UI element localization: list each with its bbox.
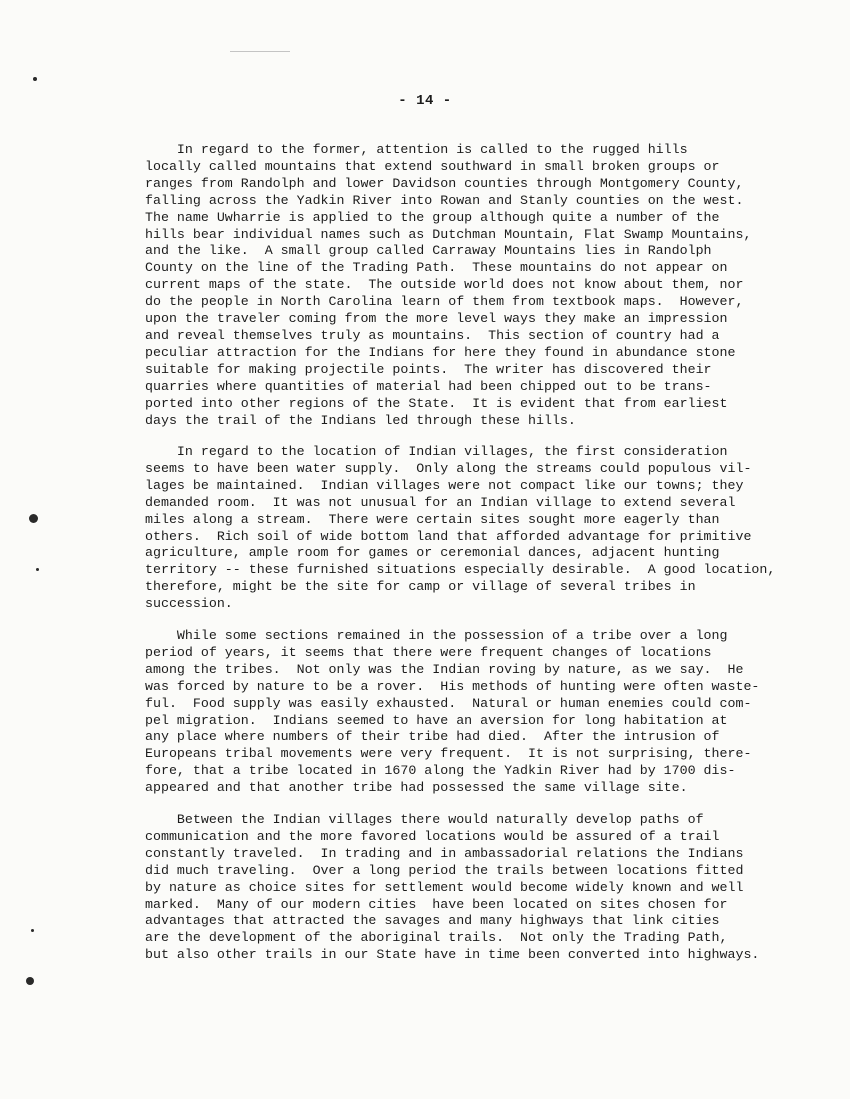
paragraph-mountains <box>145 142 751 429</box>
text-line: any place where numbers of their tribe had died. After the intrusion of <box>145 729 720 745</box>
text-line: communication and the more favored locations would be assured of a trail <box>145 828 720 844</box>
text-line: seems to have been water supply. Only along the streams could populous vil- <box>145 460 752 476</box>
text-line: County on the line of the Trading Path. These mountains do not appear on <box>145 260 728 276</box>
text-line: therefore, might be the site for camp or village of several tribes in <box>145 579 696 595</box>
text-line: demanded room. It was not unusual for an Indian village to extend several <box>145 494 736 510</box>
text-line: In regard to the location of Indian villages, the first consideration <box>145 444 728 459</box>
scan-speck <box>36 568 39 571</box>
text-line: among the tribes. Not only was the Indian roving by nature, as we say. He <box>145 661 744 677</box>
text-line: but also other trails in our State have in time been converted into highways. <box>145 947 760 963</box>
binder-hole-mark <box>29 514 38 523</box>
text-line: do the people in North Carolina learn of them from textbook maps. However, <box>145 294 744 310</box>
text-line: ful. Food supply was easily exhausted. Natural or human enemies could com- <box>145 695 752 711</box>
text-line: lages be maintained. Indian villages were not compact like our towns; they <box>145 477 744 493</box>
paragraph-migration <box>145 628 759 797</box>
text-line: and the like. A small group called Carraway Mountains lies in Randolph <box>145 243 712 259</box>
text-line: succession. <box>145 596 233 612</box>
scan-speck <box>33 77 37 81</box>
text-line: was forced by nature to be a rover. His methods of hunting were often waste- <box>145 678 760 694</box>
text-line: suitable for making projectile points. The writer has discovered their <box>145 361 712 377</box>
text-line: The name Uwharrie is applied to the group although quite a number of the <box>145 209 720 225</box>
text-line: upon the traveler coming from the more level ways they make an impression <box>145 311 728 327</box>
text-line: did much traveling. Over a long period the trails between locations fitted <box>145 862 744 878</box>
text-line: advantages that attracted the savages and many highways that link cities <box>145 913 720 929</box>
text-line: marked. Many of our modern cities have been located on sites chosen for <box>145 896 728 912</box>
text-line: constantly traveled. In trading and in ambassadorial relations the Indians <box>145 845 744 861</box>
text-line: Between the Indian villages there would naturally develop paths of <box>145 812 704 827</box>
paragraph-trails <box>145 812 759 964</box>
text-line: quarries where quantities of material had been chipped out to be trans- <box>145 378 712 394</box>
text-line: fore, that a tribe located in 1670 along the Yadkin River had by 1700 dis- <box>145 763 736 779</box>
text-line: miles along a stream. There were certain sites sought more eagerly than <box>145 511 720 527</box>
text-line: hills bear individual names such as Dutchman Mountain, Flat Swamp Mountains, <box>145 226 752 242</box>
text-line: ranges from Randolph and lower Davidson counties through Montgomery County, <box>145 175 744 191</box>
text-line: and reveal themselves truly as mountains. This section of country had a <box>145 327 720 343</box>
scan-smudge <box>230 51 290 52</box>
text-line: territory -- these furnished situations especially desirable. A good location, <box>145 562 776 578</box>
text-line: by nature as choice sites for settlement would become widely known and well <box>145 879 744 895</box>
text-line: agriculture, ample room for games or ceremonial dances, adjacent hunting <box>145 545 720 561</box>
text-line: Europeans tribal movements were very frequent. It is not surprising, there- <box>145 746 752 762</box>
page-number: - 14 - <box>398 93 452 109</box>
text-line: pel migration. Indians seemed to have an aversion for long habitation at <box>145 712 728 728</box>
text-line: are the development of the aboriginal trails. Not only the Trading Path, <box>145 930 728 946</box>
binder-hole-mark <box>26 977 34 985</box>
text-line: In regard to the former, attention is called to the rugged hills <box>145 142 688 157</box>
text-line: appeared and that another tribe had possessed the same village site. <box>145 780 688 796</box>
text-line: While some sections remained in the possession of a tribe over a long <box>145 628 728 643</box>
text-line: current maps of the state. The outside world does not know about them, nor <box>145 277 744 293</box>
scan-speck <box>31 929 34 932</box>
text-line: ported into other regions of the State. It is evident that from earliest <box>145 395 728 411</box>
text-line: falling across the Yadkin River into Rowan and Stanly counties on the west. <box>145 192 744 208</box>
text-line: period of years, it seems that there were frequent changes of locations <box>145 644 712 660</box>
text-line: days the trail of the Indians led through these hills. <box>145 412 576 428</box>
text-line: others. Rich soil of wide bottom land that afforded advantage for primitive <box>145 528 752 544</box>
paragraph-villages <box>145 444 775 613</box>
text-line: peculiar attraction for the Indians for here they found in abundance stone <box>145 344 736 360</box>
text-line: locally called mountains that extend southward in small broken groups or <box>145 158 720 174</box>
